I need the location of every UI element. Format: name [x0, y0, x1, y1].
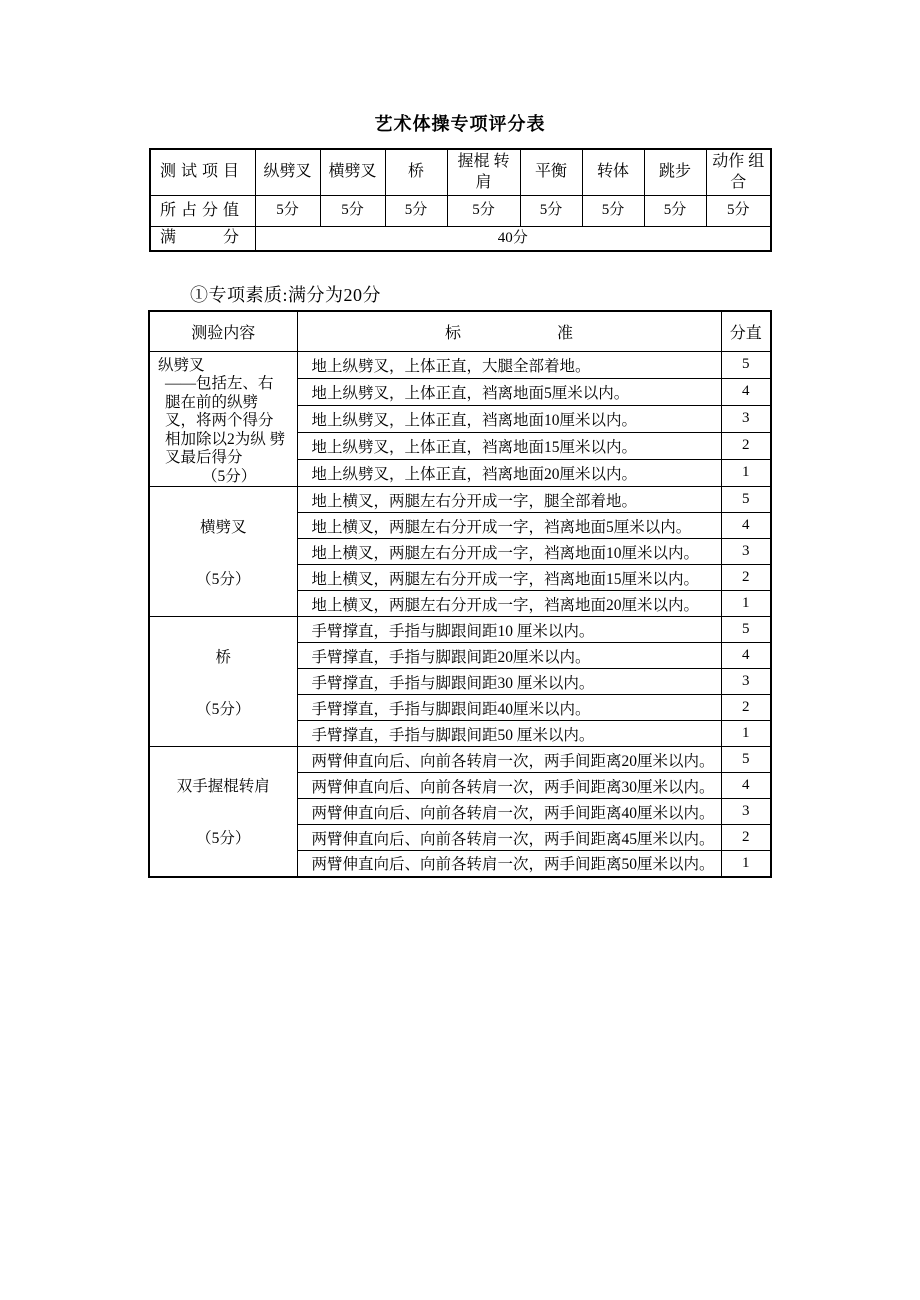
standard-text: 两臂伸直向后、向前各转肩一次，两手间距离45厘米以内。	[297, 825, 721, 851]
test-item-desc-line: 叉最后得分	[165, 449, 243, 466]
standard-text: 手臂撑直，手指与脚跟间距20厘米以内。	[297, 643, 721, 669]
standard-text: 两臂伸直向后、向前各转肩一次，两手间距离40厘米以内。	[297, 799, 721, 825]
standard-row	[149, 617, 771, 643]
score-value: 4	[721, 513, 771, 539]
test-item-desc-line: 相加除以2为纵 劈	[165, 430, 286, 448]
page-title: 艺术体操专项评分表	[374, 114, 546, 134]
test-item-desc-line: ——包括左、右	[165, 375, 274, 392]
section-heading: ①专项素质:满分为20分	[190, 285, 382, 305]
standards-table-body	[149, 351, 771, 877]
points-value: 5分	[385, 195, 447, 226]
points-value: 5分	[706, 195, 771, 226]
points-value: 5分	[644, 195, 706, 226]
full-score-label: 满 分	[150, 226, 255, 251]
score-value: 2	[721, 432, 771, 459]
test-item-name: 桥	[215, 648, 231, 666]
points-value: 5分	[447, 195, 520, 226]
score-value: 1	[721, 851, 771, 877]
standard-text: 地上纵劈叉，上体正直，裆离地面5厘米以内。	[297, 378, 721, 405]
standard-text: 手臂撑直，手指与脚跟间距30 厘米以内。	[297, 669, 721, 695]
overview-header-row	[150, 149, 771, 195]
header-stick-shoulder-rotation: 握棍 转肩	[447, 149, 520, 195]
header-front-split: 纵劈叉	[255, 149, 320, 195]
score-value: 1	[721, 459, 771, 486]
test-item-points: （5分）	[196, 570, 251, 588]
standards-table	[148, 310, 772, 878]
score-value: 5	[721, 747, 771, 773]
standard-text: 地上纵劈叉，上体正直，裆离地面20厘米以内。	[297, 459, 721, 486]
test-item-cell	[149, 351, 297, 487]
points-row	[150, 195, 771, 226]
header-test-items: 测试项目	[150, 149, 255, 195]
standard-text: 地上横叉，两腿左右分开成一字，裆离地面15厘米以内。	[297, 565, 721, 591]
standard-text: 地上横叉，两腿左右分开成一字，裆离地面10厘米以内。	[297, 539, 721, 565]
score-value: 2	[721, 825, 771, 851]
score-value: 2	[721, 565, 771, 591]
header-standard: 标 准	[297, 311, 721, 351]
score-value: 1	[721, 721, 771, 747]
score-value: 3	[721, 405, 771, 432]
test-item-points: （5分）	[196, 830, 251, 848]
full-score-row	[150, 226, 771, 251]
standard-row	[149, 487, 771, 513]
points-value: 5分	[255, 195, 320, 226]
score-value: 2	[721, 695, 771, 721]
header-balance: 平衡	[520, 149, 582, 195]
score-value: 4	[721, 773, 771, 799]
standard-row	[149, 747, 771, 773]
standard-text: 两臂伸直向后、向前各转肩一次，两手间距离20厘米以内。	[297, 747, 721, 773]
header-turn: 转体	[582, 149, 644, 195]
standard-text: 两臂伸直向后、向前各转肩一次，两手间距离50厘米以内。	[297, 851, 721, 877]
score-value: 3	[721, 799, 771, 825]
points-value: 5分	[520, 195, 582, 226]
test-item-desc-line: 腿在前的纵劈	[165, 393, 259, 411]
header-test-content: 测验内容	[149, 311, 297, 351]
score-value: 1	[721, 591, 771, 617]
score-value: 4	[721, 378, 771, 405]
standard-text: 手臂撑直，手指与脚跟间距40厘米以内。	[297, 695, 721, 721]
test-item-name: 横劈叉	[199, 518, 247, 536]
standards-header-row	[149, 311, 771, 351]
standard-row	[149, 351, 771, 378]
test-item-name: 双手握棍转肩	[176, 778, 270, 796]
test-item-points: （5分）	[196, 700, 251, 718]
header-bridge: 桥	[385, 149, 447, 195]
standard-text: 地上纵劈叉，上体正直，裆离地面10厘米以内。	[297, 405, 721, 432]
standard-text: 地上纵劈叉，上体正直，大腿全部着地。	[297, 351, 721, 378]
points-row-label: 所占分值	[150, 195, 255, 226]
test-item-desc-line: 纵劈叉	[158, 356, 205, 374]
standard-text: 地上横叉，两腿左右分开成一字，裆离地面20厘米以内。	[297, 591, 721, 617]
overview-score-table	[149, 148, 772, 252]
header-leap: 跳步	[644, 149, 706, 195]
header-score: 分直	[721, 311, 771, 351]
standard-text: 地上横叉，两腿左右分开成一字，裆离地面5厘米以内。	[297, 513, 721, 539]
points-value: 5分	[582, 195, 644, 226]
test-item-cell	[149, 617, 297, 747]
score-value: 3	[721, 669, 771, 695]
score-value: 4	[721, 643, 771, 669]
test-item-desc-line: （5分）	[202, 467, 257, 485]
standard-text: 地上纵劈叉，上体正直，裆离地面15厘米以内。	[297, 432, 721, 459]
score-value: 5	[721, 351, 771, 378]
score-value: 3	[721, 539, 771, 565]
test-item-cell	[149, 487, 297, 617]
standard-text: 两臂伸直向后、向前各转肩一次，两手间距离30厘米以内。	[297, 773, 721, 799]
header-combination: 动作 组合	[706, 149, 771, 195]
test-item-cell	[149, 747, 297, 877]
header-side-split: 横劈叉	[320, 149, 385, 195]
standard-text: 地上横叉，两腿左右分开成一字，腿全部着地。	[297, 487, 721, 513]
full-score-value: 40分	[255, 226, 771, 251]
standard-text: 手臂撑直，手指与脚跟间距10 厘米以内。	[297, 617, 721, 643]
points-value: 5分	[320, 195, 385, 226]
score-value: 5	[721, 617, 771, 643]
standard-text: 手臂撑直，手指与脚跟间距50 厘米以内。	[297, 721, 721, 747]
test-item-desc-line: 叉，将两个得分	[165, 412, 274, 429]
score-value: 5	[721, 487, 771, 513]
